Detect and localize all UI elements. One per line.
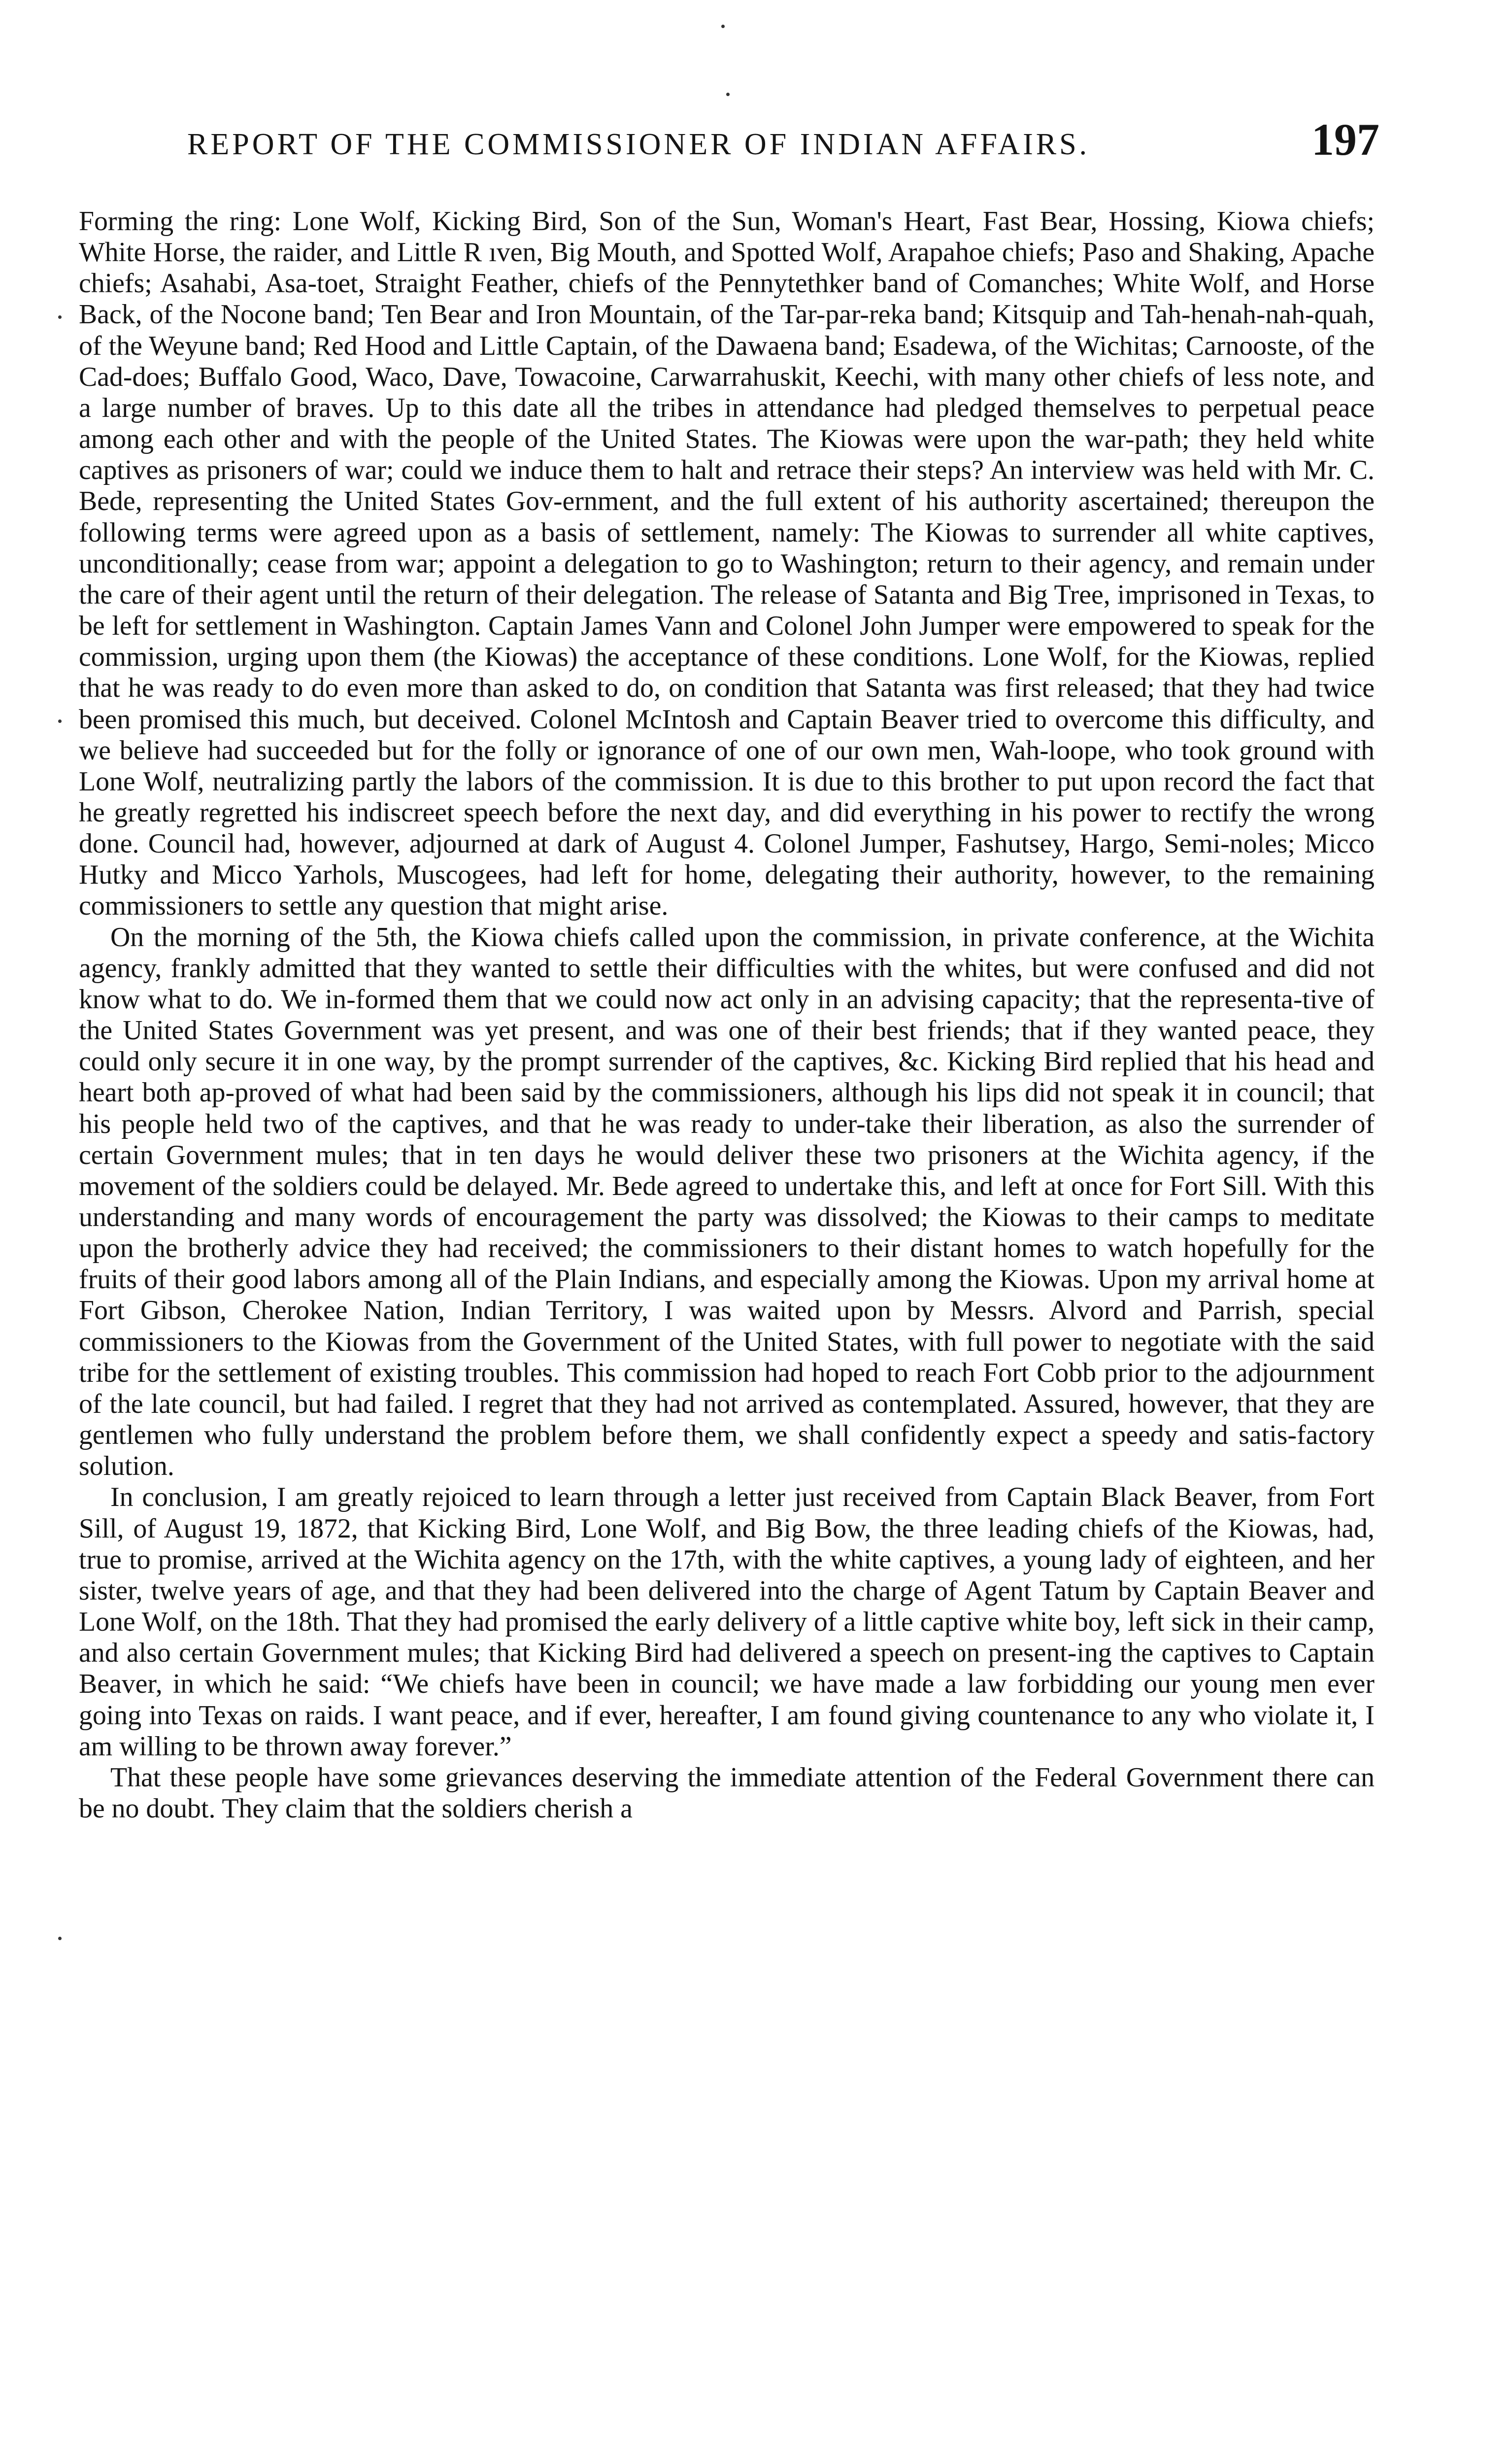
print-speck (58, 315, 62, 319)
print-speck (58, 1937, 62, 1940)
paragraph: In conclusion, I am greatly rejoiced to learn through a letter just received from Captain Black Beaver, from Fort Sill, of August 19, 1872, that Kicking Bird, Lone Wolf, and Big Bow, the three leading chiefs of the Kiowas, had, true to promise, arrived at the Wichita agency on the 17th, with the white captives, a young lady of eighteen, and her sister, twelve years of age, and that they had been delivered into the charge of Agent Tatum by Captain Beaver and Lone Wolf, on the 18th. That they had promised the early delivery of a little captive white boy, left sick in their camp, and also certain Government mules; that Kicking Bird had delivered a speech on present-ing the captives to Captain Beaver, in which he said: “We chiefs have been in council; we have made a law forbidding our young men ever going into Texas on raids. I want peace, and if ever, hereafter, I am found giving countenance to any who violate it, I am willing to be thrown away forever.” (79, 1482, 1375, 1762)
page-number: 197 (1311, 114, 1379, 165)
running-title: REPORT OF THE COMMISSIONER OF INDIAN AFFAIRS. (187, 128, 1090, 161)
print-speck (726, 93, 730, 96)
print-speck (58, 719, 62, 723)
print-speck (721, 25, 725, 28)
paragraph: That these people have some grievances deserving the immediate attention of the Federal Government there can be no doubt. They claim that the soldiers cherish a (79, 1762, 1375, 1824)
paragraph: On the morning of the 5th, the Kiowa chiefs called upon the commission, in private conference, at the Wichita agency, frankly admitted that they wanted to settle their difficulties with the whites, but were confused and did not know what to do. We in-formed them that we could now act only in an advising capacity; that the representa-tive of the United States Government was yet present, and was one of their best friends; that if they wanted peace, they could only secure it in one way, by the prompt surrender of the captives, &c. Kicking Bird replied that his head and heart both ap-proved of what had been said by the commissioners, although his lips did not speak it in council; that his people held two of the captives, and that he was ready to under-take their liberation, as also the surrender of certain Government mules; that in ten days he would deliver these two prisoners at the Wichita agency, if the movement of the soldiers could be delayed. Mr. Bede agreed to undertake this, and left at once for Fort Sill. With this understanding and many words of encouragement the party was dissolved; the Kiowas to their camps to meditate upon the brotherly advice they had received; the commissioners to their distant homes to watch hopefully for the fruits of their good labors among all of the Plain Indians, and especially among the Kiowas. Upon my arrival home at Fort Gibson, Cherokee Nation, Indian Territory, I was waited upon by Messrs. Alvord and Parrish, special commissioners to the Kiowas from the Government of the United States, with full power to negotiate with the said tribe for the settlement of existing troubles. This commission had hoped to reach Fort Cobb prior to the adjournment of the late council, but had failed. I regret that they had not arrived as contemplated. Assured, however, that they are gentlemen who fully understand the problem before them, we shall confidently expect a speedy and satis-factory solution. (79, 922, 1375, 1482)
body-text (79, 206, 1375, 1824)
running-header (187, 113, 1379, 172)
paragraph: Forming the ring: Lone Wolf, Kicking Bird, Son of the Sun, Woman's Heart, Fast Bear, Hossing, Kiowa chiefs; White Horse, the raider, and Little R ıven, Big Mouth, and Spotted Wolf, Arapahoe chiefs; Paso and Shaking, Apache chiefs; Asahabi, Asa-toet, Straight Feather, chiefs of the Pennytethker band of Comanches; White Wolf, and Horse Back, of the Nocone band; Ten Bear and Iron Mountain, of the Tar-par-reka band; Kitsquip and Tah-henah-nah-quah, of the Weyune band; Red Hood and Little Captain, of the Dawaena band; Esadewa, of the Wichitas; Carnooste, of the Cad-does; Buffalo Good, Waco, Dave, Towacoine, Carwarrahuskit, Keechi, with many other chiefs of less note, and a large number of braves. Up to this date all the tribes in attendance had pledged themselves to perpetual peace among each other and with the people of the United States. The Kiowas were upon the war-path; they held white captives as prisoners of war; could we induce them to halt and retrace their steps? An interview was held with Mr. C. Bede, representing the United States Gov-ernment, and the full extent of his authority ascertained; thereupon the following terms were agreed upon as a basis of settlement, namely: The Kiowas to surrender all white captives, unconditionally; cease from war; appoint a delegation to go to Washington; return to their agency, and remain under the care of their agent until the return of their delegation. The release of Satanta and Big Tree, imprisoned in Texas, to be left for settlement in Washington. Captain James Vann and Colonel John Jumper were empowered to speak for the commission, urging upon them (the Kiowas) the acceptance of these conditions. Lone Wolf, for the Kiowas, replied that he was ready to do even more than asked to do, on condition that Satanta was first released; that they had twice been promised this much, but deceived. Colonel McIntosh and Captain Beaver tried to overcome this difficulty, and we believe had succeeded but for the folly or ignorance of one of our own men, Wah-loope, who took ground with Lone Wolf, neutralizing partly the labors of the commission. It is due to this brother to put upon record the fact that he greatly regretted his indiscreet speech before the next day, and did everything in his power to rectify the wrong done. Council had, however, adjourned at dark of August 4. Colonel Jumper, Fashutsey, Hargo, Semi-noles; Micco Hutky and Micco Yarhols, Muscogees, had left for home, delegating their authority, however, to the remaining commissioners to settle any question that might arise. (79, 206, 1375, 922)
